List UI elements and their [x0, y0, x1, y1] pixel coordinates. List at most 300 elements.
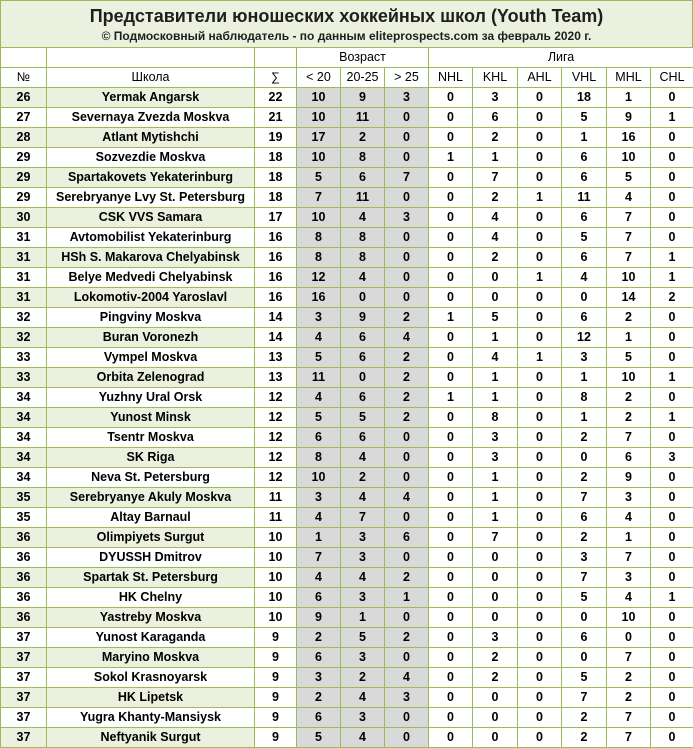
khl-cell: 4	[473, 208, 518, 228]
table-row	[1, 488, 693, 508]
age-20-25-cell: 8	[341, 228, 385, 248]
age-20-25-cell: 0	[341, 368, 385, 388]
mhl-cell: 4	[607, 188, 651, 208]
age-over25-cell: 0	[385, 728, 429, 748]
total-cell: 22	[255, 88, 297, 108]
mhl-cell: 14	[607, 288, 651, 308]
ahl-cell: 0	[518, 168, 562, 188]
rank-cell: 36	[1, 568, 47, 588]
age-20-25-cell: 9	[341, 308, 385, 328]
rank-cell: 36	[1, 588, 47, 608]
khl-cell: 1	[473, 468, 518, 488]
mhl-cell: 7	[607, 728, 651, 748]
chl-cell: 0	[651, 388, 693, 408]
mhl-cell: 4	[607, 508, 651, 528]
age-20-25-cell: 4	[341, 268, 385, 288]
school-cell: SK Riga	[47, 448, 255, 468]
total-cell: 14	[255, 328, 297, 348]
age-under20-cell: 5	[297, 348, 341, 368]
nhl-cell: 0	[429, 188, 473, 208]
school-cell: CSK VVS Samara	[47, 208, 255, 228]
ahl-cell: 0	[518, 468, 562, 488]
rank-cell: 32	[1, 328, 47, 348]
age-under20-cell: 8	[297, 228, 341, 248]
mhl-cell: 1	[607, 88, 651, 108]
mhl-cell: 4	[607, 588, 651, 608]
age-under20-cell: 5	[297, 168, 341, 188]
vhl-cell: 5	[562, 108, 607, 128]
age-under20-cell: 1	[297, 528, 341, 548]
table-row	[1, 308, 693, 328]
rank-cell: 37	[1, 668, 47, 688]
chl-cell: 0	[651, 428, 693, 448]
ahl-cell: 0	[518, 708, 562, 728]
school-cell: Atlant Mytishchi	[47, 128, 255, 148]
header-age-group: Возраст	[297, 48, 429, 68]
khl-cell: 0	[473, 568, 518, 588]
vhl-cell: 18	[562, 88, 607, 108]
vhl-cell: 6	[562, 628, 607, 648]
mhl-cell: 10	[607, 608, 651, 628]
header-row-columns	[1, 68, 693, 88]
nhl-cell: 0	[429, 648, 473, 668]
chl-cell: 0	[651, 688, 693, 708]
ahl-cell: 0	[518, 548, 562, 568]
chl-cell: 0	[651, 348, 693, 368]
age-over25-cell: 0	[385, 508, 429, 528]
mhl-cell: 0	[607, 628, 651, 648]
age-under20-cell: 5	[297, 728, 341, 748]
ahl-cell: 0	[518, 208, 562, 228]
total-cell: 11	[255, 488, 297, 508]
table-header	[1, 48, 693, 88]
age-under20-cell: 9	[297, 608, 341, 628]
khl-cell: 3	[473, 448, 518, 468]
total-cell: 11	[255, 508, 297, 528]
khl-cell: 0	[473, 288, 518, 308]
ahl-cell: 0	[518, 648, 562, 668]
age-20-25-cell: 11	[341, 188, 385, 208]
total-cell: 21	[255, 108, 297, 128]
total-cell: 18	[255, 168, 297, 188]
total-cell: 16	[255, 248, 297, 268]
vhl-cell: 12	[562, 328, 607, 348]
total-cell: 16	[255, 268, 297, 288]
age-over25-cell: 2	[385, 348, 429, 368]
nhl-cell: 0	[429, 268, 473, 288]
header-age-over25: > 25	[385, 68, 429, 88]
ahl-cell: 0	[518, 308, 562, 328]
total-cell: 12	[255, 388, 297, 408]
header-age-20-25: 20-25	[341, 68, 385, 88]
school-cell: Maryino Moskva	[47, 648, 255, 668]
chl-cell: 1	[651, 588, 693, 608]
table-row	[1, 208, 693, 228]
school-cell: Vympel Moskva	[47, 348, 255, 368]
vhl-cell: 0	[562, 288, 607, 308]
age-over25-cell: 0	[385, 228, 429, 248]
khl-cell: 1	[473, 328, 518, 348]
ahl-cell: 0	[518, 288, 562, 308]
mhl-cell: 7	[607, 208, 651, 228]
rank-cell: 29	[1, 188, 47, 208]
mhl-cell: 6	[607, 448, 651, 468]
age-20-25-cell: 0	[341, 288, 385, 308]
school-cell: Yunost Karaganda	[47, 628, 255, 648]
rank-cell: 37	[1, 688, 47, 708]
age-20-25-cell: 4	[341, 208, 385, 228]
vhl-cell: 0	[562, 608, 607, 628]
age-over25-cell: 0	[385, 428, 429, 448]
vhl-cell: 6	[562, 168, 607, 188]
ahl-cell: 0	[518, 148, 562, 168]
nhl-cell: 0	[429, 668, 473, 688]
rank-cell: 31	[1, 248, 47, 268]
ahl-cell: 0	[518, 728, 562, 748]
rank-cell: 33	[1, 368, 47, 388]
chl-cell: 0	[651, 628, 693, 648]
chl-cell: 0	[651, 188, 693, 208]
header-num: №	[1, 68, 47, 88]
header-league-vhl: VHL	[562, 68, 607, 88]
school-cell: Sozvezdie Moskva	[47, 148, 255, 168]
chl-cell: 0	[651, 668, 693, 688]
age-over25-cell: 0	[385, 608, 429, 628]
khl-cell: 0	[473, 688, 518, 708]
age-over25-cell: 0	[385, 108, 429, 128]
age-over25-cell: 6	[385, 528, 429, 548]
age-20-25-cell: 6	[341, 428, 385, 448]
school-cell: Yastreby Moskva	[47, 608, 255, 628]
age-20-25-cell: 4	[341, 568, 385, 588]
age-over25-cell: 0	[385, 188, 429, 208]
nhl-cell: 0	[429, 568, 473, 588]
age-20-25-cell: 11	[341, 108, 385, 128]
ahl-cell: 0	[518, 568, 562, 588]
nhl-cell: 0	[429, 528, 473, 548]
age-20-25-cell: 6	[341, 328, 385, 348]
title-banner	[0, 0, 693, 48]
page-title: Представители юношеских хоккейных школ (Youth Team)	[1, 6, 692, 26]
ahl-cell: 0	[518, 448, 562, 468]
nhl-cell: 1	[429, 148, 473, 168]
school-cell: Spartak St. Petersburg	[47, 568, 255, 588]
header-league-group: Лига	[429, 48, 693, 68]
mhl-cell: 7	[607, 708, 651, 728]
nhl-cell: 0	[429, 108, 473, 128]
age-20-25-cell: 3	[341, 588, 385, 608]
age-20-25-cell: 1	[341, 608, 385, 628]
total-cell: 10	[255, 528, 297, 548]
vhl-cell: 4	[562, 268, 607, 288]
age-over25-cell: 0	[385, 248, 429, 268]
ahl-cell: 1	[518, 348, 562, 368]
age-over25-cell: 0	[385, 448, 429, 468]
age-over25-cell: 7	[385, 168, 429, 188]
total-cell: 14	[255, 308, 297, 328]
khl-cell: 5	[473, 308, 518, 328]
vhl-cell: 3	[562, 348, 607, 368]
age-20-25-cell: 4	[341, 728, 385, 748]
school-cell: Lokomotiv-2004 Yaroslavl	[47, 288, 255, 308]
table-row	[1, 148, 693, 168]
school-cell: Yunost Minsk	[47, 408, 255, 428]
age-over25-cell: 4	[385, 668, 429, 688]
age-under20-cell: 4	[297, 328, 341, 348]
nhl-cell: 0	[429, 688, 473, 708]
chl-cell: 0	[651, 308, 693, 328]
age-over25-cell: 2	[385, 628, 429, 648]
age-over25-cell: 3	[385, 688, 429, 708]
age-under20-cell: 8	[297, 448, 341, 468]
nhl-cell: 0	[429, 488, 473, 508]
rank-cell: 37	[1, 648, 47, 668]
total-cell: 17	[255, 208, 297, 228]
vhl-cell: 2	[562, 428, 607, 448]
ahl-cell: 0	[518, 328, 562, 348]
age-under20-cell: 17	[297, 128, 341, 148]
rank-cell: 37	[1, 708, 47, 728]
mhl-cell: 2	[607, 688, 651, 708]
vhl-cell: 8	[562, 388, 607, 408]
table-row	[1, 528, 693, 548]
mhl-cell: 5	[607, 348, 651, 368]
mhl-cell: 9	[607, 108, 651, 128]
chl-cell: 0	[651, 468, 693, 488]
age-over25-cell: 0	[385, 648, 429, 668]
school-cell: Orbita Zelenograd	[47, 368, 255, 388]
age-20-25-cell: 6	[341, 388, 385, 408]
total-cell: 9	[255, 668, 297, 688]
vhl-cell: 0	[562, 448, 607, 468]
header-school: Школа	[47, 68, 255, 88]
nhl-cell: 0	[429, 348, 473, 368]
rank-cell: 35	[1, 508, 47, 528]
rank-cell: 29	[1, 168, 47, 188]
table-row	[1, 728, 693, 748]
vhl-cell: 11	[562, 188, 607, 208]
nhl-cell: 0	[429, 168, 473, 188]
age-under20-cell: 12	[297, 268, 341, 288]
table-row	[1, 88, 693, 108]
mhl-cell: 2	[607, 388, 651, 408]
age-over25-cell: 0	[385, 148, 429, 168]
age-under20-cell: 6	[297, 648, 341, 668]
table-row	[1, 708, 693, 728]
khl-cell: 2	[473, 128, 518, 148]
mhl-cell: 3	[607, 568, 651, 588]
school-cell: Yermak Angarsk	[47, 88, 255, 108]
age-over25-cell: 2	[385, 388, 429, 408]
chl-cell: 0	[651, 728, 693, 748]
mhl-cell: 3	[607, 488, 651, 508]
chl-cell: 0	[651, 568, 693, 588]
table-row	[1, 548, 693, 568]
table-row	[1, 288, 693, 308]
table-row	[1, 368, 693, 388]
age-under20-cell: 8	[297, 248, 341, 268]
mhl-cell: 5	[607, 168, 651, 188]
school-cell: Serebryanye Lvy St. Petersburg	[47, 188, 255, 208]
age-over25-cell: 0	[385, 468, 429, 488]
rank-cell: 37	[1, 628, 47, 648]
total-cell: 16	[255, 228, 297, 248]
rank-cell: 36	[1, 608, 47, 628]
age-over25-cell: 3	[385, 88, 429, 108]
school-cell: Neva St. Petersburg	[47, 468, 255, 488]
total-cell: 12	[255, 448, 297, 468]
total-cell: 18	[255, 148, 297, 168]
age-under20-cell: 3	[297, 668, 341, 688]
nhl-cell: 0	[429, 628, 473, 648]
vhl-cell: 7	[562, 488, 607, 508]
chl-cell: 1	[651, 108, 693, 128]
khl-cell: 2	[473, 648, 518, 668]
age-over25-cell: 2	[385, 368, 429, 388]
table-row	[1, 608, 693, 628]
vhl-cell: 1	[562, 368, 607, 388]
nhl-cell: 0	[429, 708, 473, 728]
khl-cell: 1	[473, 368, 518, 388]
khl-cell: 3	[473, 88, 518, 108]
vhl-cell: 7	[562, 568, 607, 588]
chl-cell: 0	[651, 528, 693, 548]
mhl-cell: 9	[607, 468, 651, 488]
age-over25-cell: 4	[385, 328, 429, 348]
chl-cell: 0	[651, 708, 693, 728]
nhl-cell: 1	[429, 388, 473, 408]
vhl-cell: 6	[562, 248, 607, 268]
header-total-top	[255, 48, 297, 68]
vhl-cell: 6	[562, 308, 607, 328]
table-row	[1, 408, 693, 428]
rank-cell: 33	[1, 348, 47, 368]
school-cell: Yuzhny Ural Orsk	[47, 388, 255, 408]
table-row	[1, 108, 693, 128]
school-cell: Tsentr Moskva	[47, 428, 255, 448]
school-cell: Pingviny Moskva	[47, 308, 255, 328]
age-over25-cell: 3	[385, 208, 429, 228]
chl-cell: 0	[651, 228, 693, 248]
table-row	[1, 448, 693, 468]
mhl-cell: 2	[607, 308, 651, 328]
age-20-25-cell: 2	[341, 668, 385, 688]
total-cell: 10	[255, 608, 297, 628]
khl-cell: 2	[473, 668, 518, 688]
vhl-cell: 2	[562, 528, 607, 548]
mhl-cell: 10	[607, 268, 651, 288]
school-cell: Sokol Krasnoyarsk	[47, 668, 255, 688]
khl-cell: 1	[473, 508, 518, 528]
total-cell: 16	[255, 288, 297, 308]
khl-cell: 2	[473, 188, 518, 208]
table-row	[1, 168, 693, 188]
chl-cell: 0	[651, 608, 693, 628]
age-20-25-cell: 2	[341, 468, 385, 488]
khl-cell: 1	[473, 488, 518, 508]
age-over25-cell: 2	[385, 308, 429, 328]
chl-cell: 1	[651, 268, 693, 288]
ahl-cell: 0	[518, 508, 562, 528]
age-over25-cell: 1	[385, 588, 429, 608]
vhl-cell: 1	[562, 128, 607, 148]
rank-cell: 34	[1, 468, 47, 488]
rank-cell: 31	[1, 228, 47, 248]
nhl-cell: 0	[429, 228, 473, 248]
ahl-cell: 0	[518, 408, 562, 428]
age-over25-cell: 2	[385, 408, 429, 428]
rank-cell: 31	[1, 268, 47, 288]
rank-cell: 34	[1, 448, 47, 468]
age-under20-cell: 10	[297, 148, 341, 168]
nhl-cell: 0	[429, 328, 473, 348]
chl-cell: 3	[651, 448, 693, 468]
school-cell: Buran Voronezh	[47, 328, 255, 348]
age-20-25-cell: 8	[341, 148, 385, 168]
age-under20-cell: 4	[297, 568, 341, 588]
table-row	[1, 688, 693, 708]
age-20-25-cell: 4	[341, 448, 385, 468]
rank-cell: 35	[1, 488, 47, 508]
chl-cell: 0	[651, 208, 693, 228]
age-over25-cell: 0	[385, 708, 429, 728]
table-row	[1, 128, 693, 148]
total-cell: 10	[255, 568, 297, 588]
table-row	[1, 428, 693, 448]
nhl-cell: 0	[429, 448, 473, 468]
chl-cell: 1	[651, 248, 693, 268]
age-20-25-cell: 3	[341, 708, 385, 728]
age-20-25-cell: 2	[341, 128, 385, 148]
rank-cell: 27	[1, 108, 47, 128]
rank-cell: 34	[1, 408, 47, 428]
ahl-cell: 0	[518, 368, 562, 388]
chl-cell: 0	[651, 328, 693, 348]
nhl-cell: 0	[429, 288, 473, 308]
ahl-cell: 1	[518, 188, 562, 208]
total-cell: 9	[255, 708, 297, 728]
age-20-25-cell: 3	[341, 648, 385, 668]
ahl-cell: 0	[518, 488, 562, 508]
khl-cell: 1	[473, 388, 518, 408]
total-cell: 10	[255, 588, 297, 608]
total-cell: 13	[255, 368, 297, 388]
khl-cell: 0	[473, 588, 518, 608]
age-under20-cell: 10	[297, 208, 341, 228]
vhl-cell: 3	[562, 548, 607, 568]
school-cell: Neftyanik Surgut	[47, 728, 255, 748]
table-row	[1, 348, 693, 368]
vhl-cell: 6	[562, 148, 607, 168]
age-20-25-cell: 6	[341, 348, 385, 368]
khl-cell: 3	[473, 628, 518, 648]
age-20-25-cell: 4	[341, 488, 385, 508]
chl-cell: 0	[651, 488, 693, 508]
khl-cell: 3	[473, 428, 518, 448]
chl-cell: 2	[651, 288, 693, 308]
mhl-cell: 7	[607, 548, 651, 568]
age-under20-cell: 3	[297, 308, 341, 328]
vhl-cell: 5	[562, 228, 607, 248]
age-20-25-cell: 6	[341, 168, 385, 188]
ahl-cell: 0	[518, 428, 562, 448]
school-cell: Olimpiyets Surgut	[47, 528, 255, 548]
ahl-cell: 0	[518, 248, 562, 268]
mhl-cell: 2	[607, 408, 651, 428]
mhl-cell: 2	[607, 668, 651, 688]
age-over25-cell: 0	[385, 128, 429, 148]
age-20-25-cell: 7	[341, 508, 385, 528]
